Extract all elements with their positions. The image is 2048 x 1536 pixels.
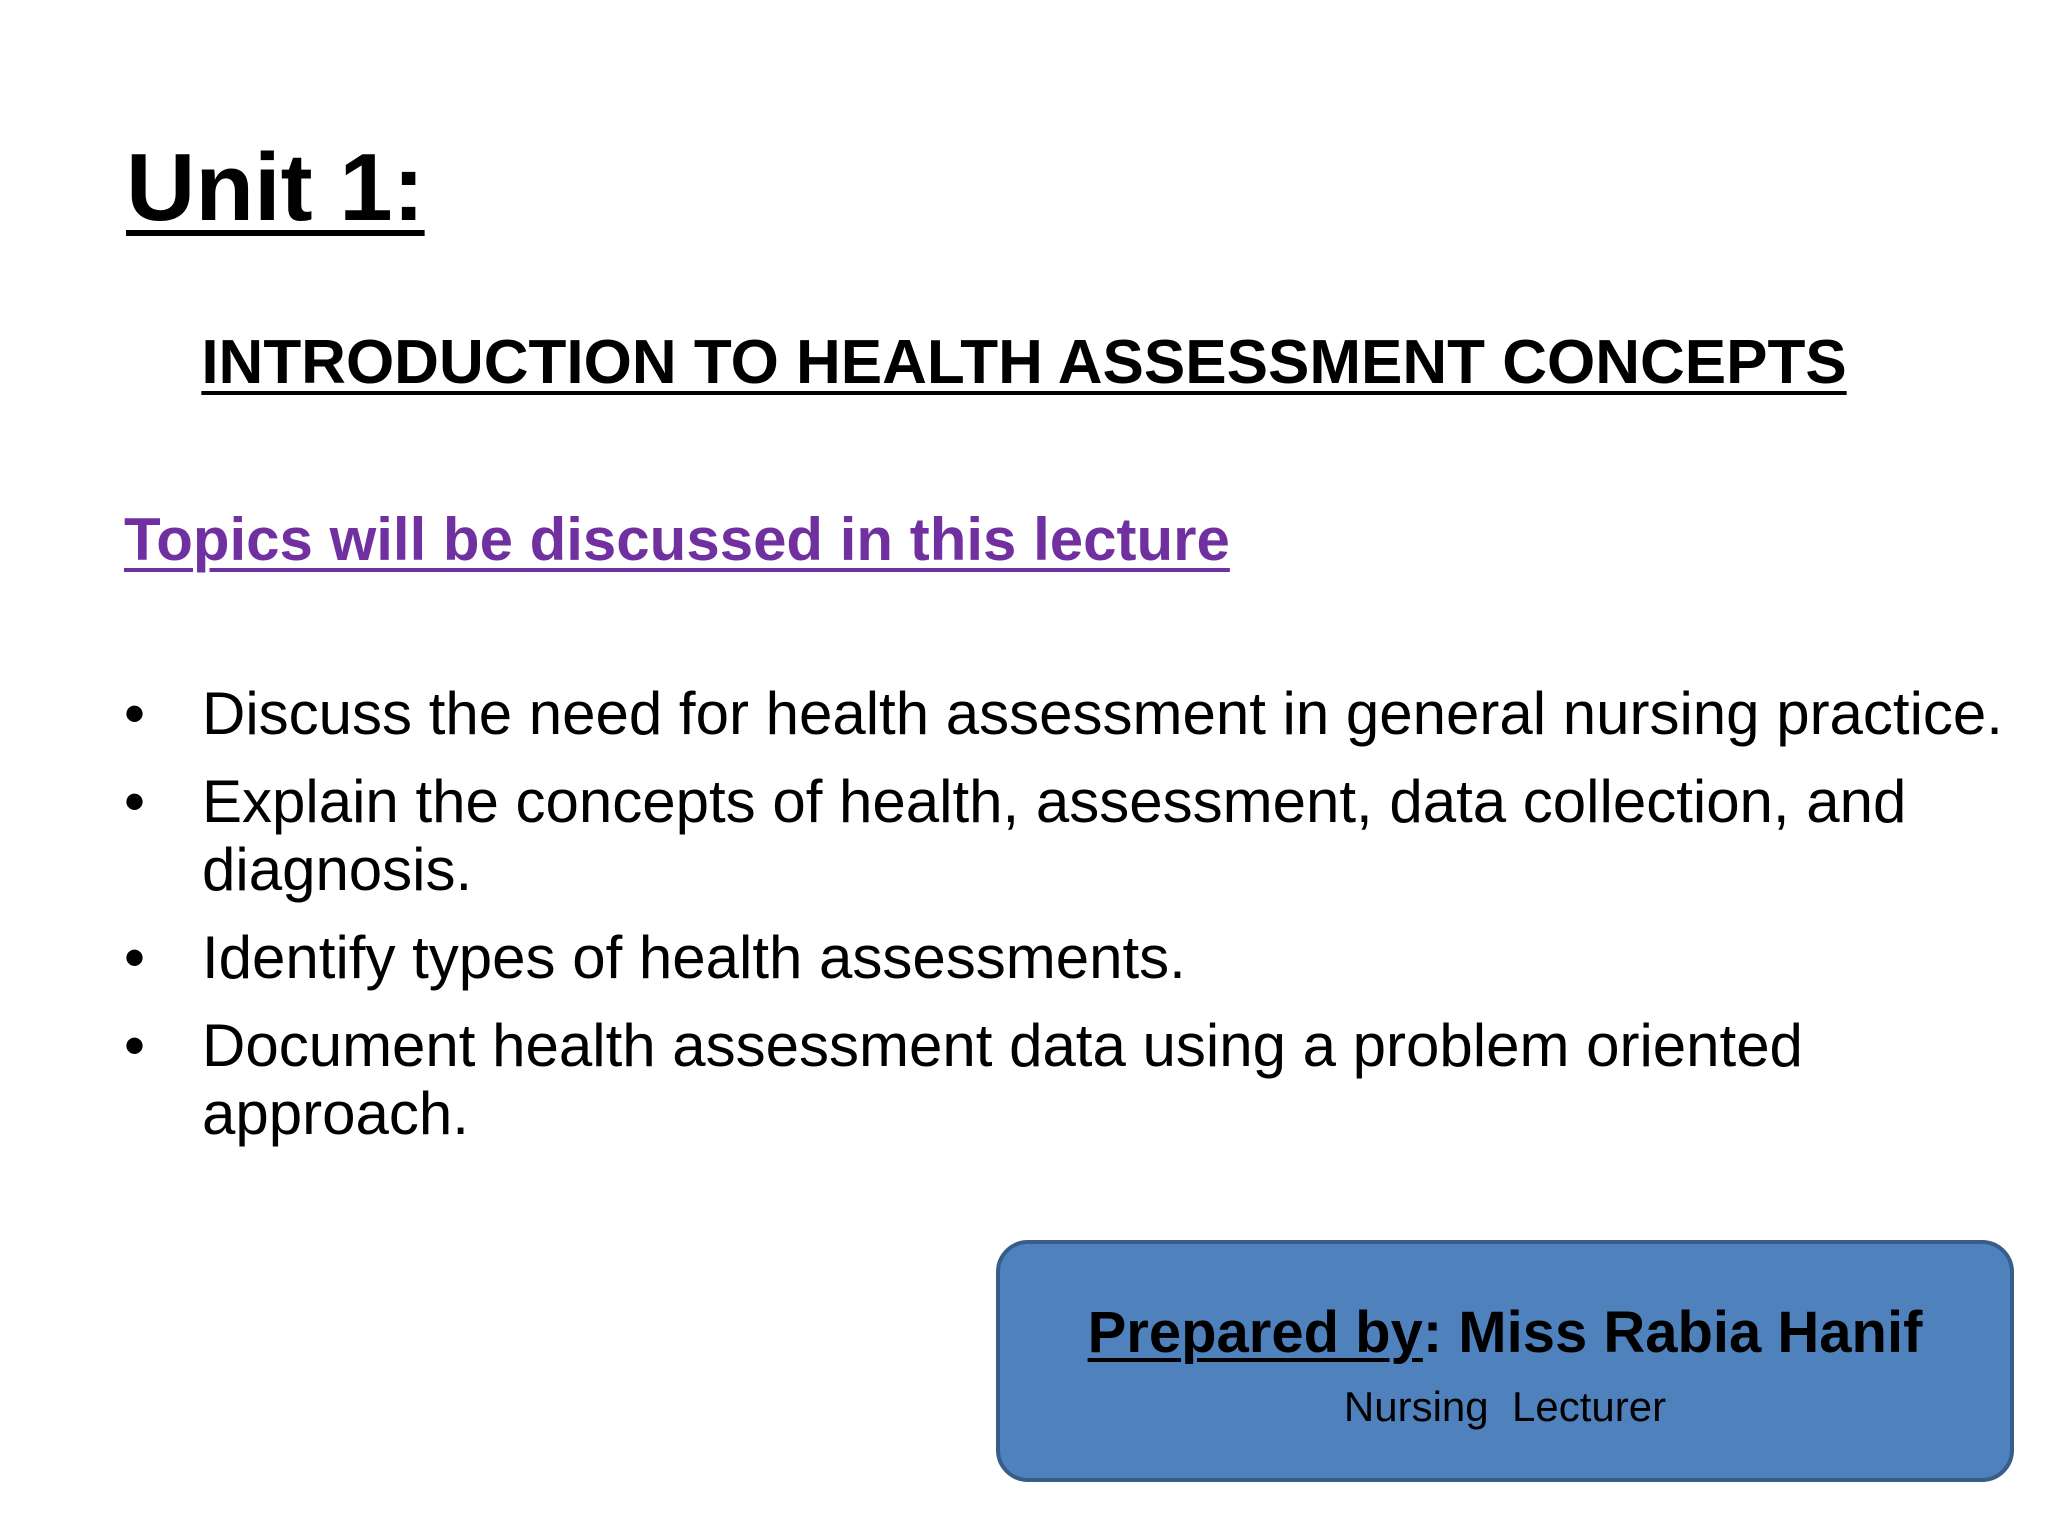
prepared-by-label: Prepared by bbox=[1087, 1300, 1423, 1365]
bullet-icon: • bbox=[124, 680, 146, 747]
prepared-by-separator: : bbox=[1422, 1300, 1443, 1365]
bullet-icon: • bbox=[124, 1012, 146, 1079]
list-item bbox=[124, 680, 2004, 748]
list-item bbox=[124, 924, 2004, 992]
bullet-icon: • bbox=[124, 924, 146, 991]
presenter-role: Nursing Lecturer bbox=[1343, 1383, 1667, 1430]
topic-text: Discuss the need for health assessment in general nursing practice. bbox=[202, 680, 2003, 747]
list-item bbox=[124, 768, 2004, 904]
main-title: INTRODUCTION TO HEALTH ASSESSMENT CONCEPTS bbox=[201, 328, 1847, 397]
list-item bbox=[124, 1012, 2004, 1148]
topic-text: Explain the concepts of health, assessment, data collection, and diagnosis. bbox=[202, 768, 1907, 903]
topic-text: Document health assessment data using a problem oriented approach. bbox=[202, 1012, 1803, 1147]
presenter-line bbox=[1000, 1300, 2010, 1365]
topics-heading: Topics will be discussed in this lecture bbox=[124, 506, 1230, 573]
unit-title: Unit 1: bbox=[126, 134, 425, 241]
presenter-name: Miss Rabia Hanif bbox=[1442, 1300, 1923, 1365]
bullet-icon: • bbox=[124, 768, 146, 835]
presenter-box bbox=[996, 1240, 2014, 1482]
topic-text: Identify types of health assessments. bbox=[202, 924, 1186, 991]
topics-list bbox=[124, 680, 2004, 1168]
